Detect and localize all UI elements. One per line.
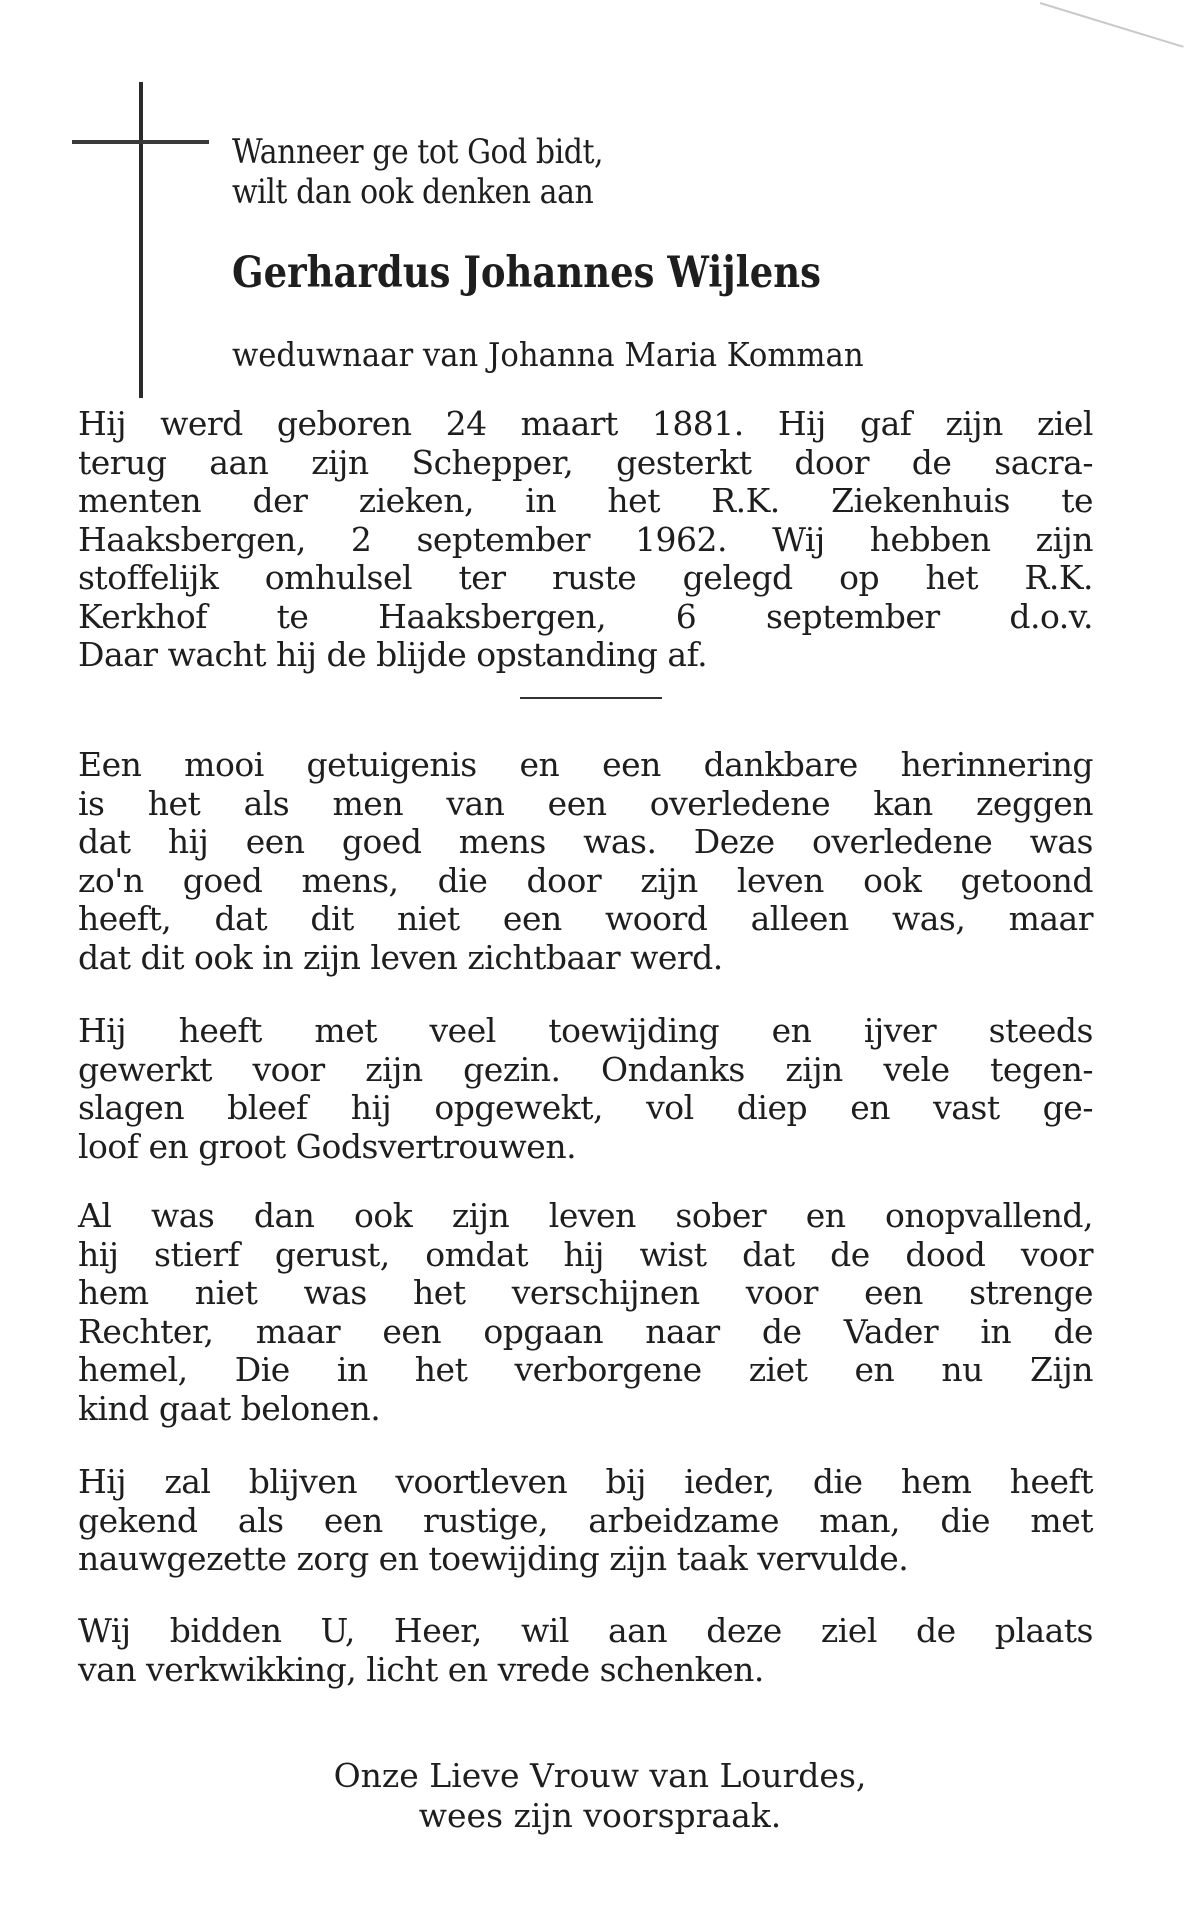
paragraph-faith xyxy=(78,1197,1093,1428)
text-line: Hij werd geboren 24 maart 1881. Hij gaf zijn ziel xyxy=(78,404,1093,443)
text-line: gewerkt voor zijn gezin. Ondanks zijn vele tegen- xyxy=(78,1049,1093,1089)
opening-line: wilt dan ook denken aan xyxy=(232,172,594,212)
text-line: dat dit ook in zijn leven zichtbaar werd. xyxy=(78,937,723,977)
text-line: nauwgezette zorg en toewijding zijn taak vervulde. xyxy=(78,1539,909,1578)
text-line: heeft, dat dit niet een woord alleen was, maar xyxy=(78,899,1093,938)
paragraph-prayer xyxy=(78,1612,1093,1689)
text-line: Haaksbergen, 2 september 1962. Wij hebben zijn xyxy=(78,519,1093,559)
text-line: Wij bidden U, Heer, wil aan deze ziel de plaats xyxy=(78,1611,1093,1650)
text-line: terug aan zijn Schepper, gesterkt door de sacra- xyxy=(78,442,1093,482)
text-line: is het als men van een overledene kan zeggen xyxy=(78,783,1093,823)
text-line: loof en groot Godsvertrouwen. xyxy=(78,1126,577,1166)
text-line: hem niet was het verschijnen voor een strenge xyxy=(78,1273,1093,1312)
closing-line: wees zijn voorspraak. xyxy=(418,1796,782,1835)
text-line: stoffelijk omhulsel ter ruste gelegd op het R.K. xyxy=(78,558,1093,597)
paragraph-dedication xyxy=(78,1012,1093,1166)
text-line: Daar wacht hij de blijde opstanding af. xyxy=(78,635,708,674)
text-line: dat hij een goed mens was. Deze overledene was xyxy=(78,822,1093,861)
text-line: Een mooi getuigenis en een dankbare herinnering xyxy=(78,745,1093,784)
text-line: hij stierf gerust, omdat hij wist dat de dood voor xyxy=(78,1234,1093,1274)
text-line: van verkwikking, licht en vrede schenken. xyxy=(78,1649,764,1689)
separator-rule xyxy=(520,697,662,699)
text-line: Rechter, maar een opgaan naar de Vader in de xyxy=(78,1311,1093,1351)
text-line: slagen bleef hij opgewekt, vol diep en vast ge- xyxy=(78,1088,1093,1127)
text-line: zo'n goed mens, die door zijn leven ook getoond xyxy=(78,860,1093,900)
text-line: Hij zal blijven voortleven bij ieder, die hem heeft xyxy=(78,1462,1093,1501)
relation-line: weduwnaar van Johanna Maria Komman xyxy=(232,335,864,374)
opening-verse xyxy=(232,132,654,212)
text-line: hemel, Die in het verborgene ziet en nu Zijn xyxy=(78,1350,1093,1389)
paragraph-remembrance xyxy=(78,1463,1093,1579)
text-line: Al was dan ook zijn leven sober en onopvallend, xyxy=(78,1196,1093,1235)
deceased-name: Gerhardus Johannes Wijlens xyxy=(232,248,821,298)
text-line: gekend als een rustige, arbeidzame man, die met xyxy=(78,1500,1093,1540)
closing-line: Onze Lieve Vrouw van Lourdes, xyxy=(333,1756,867,1795)
text-line: Hij heeft met veel toewijding en ijver steeds xyxy=(78,1011,1093,1050)
text-line: kind gaat belonen. xyxy=(78,1388,381,1428)
cross-horizontal-bar xyxy=(72,140,209,144)
paragraph-biography xyxy=(78,405,1093,675)
paragraph-testimony xyxy=(78,746,1093,977)
cross-vertical-bar xyxy=(139,82,143,398)
closing-invocation xyxy=(0,1756,1200,1836)
text-line: menten der zieken, in het R.K. Ziekenhuis te xyxy=(78,481,1093,520)
paper-scratch xyxy=(1040,2,1184,48)
opening-line: Wanneer ge tot God bidt, xyxy=(232,132,604,172)
text-line: Kerkhof te Haaksbergen, 6 september d.o.v. xyxy=(78,596,1093,636)
